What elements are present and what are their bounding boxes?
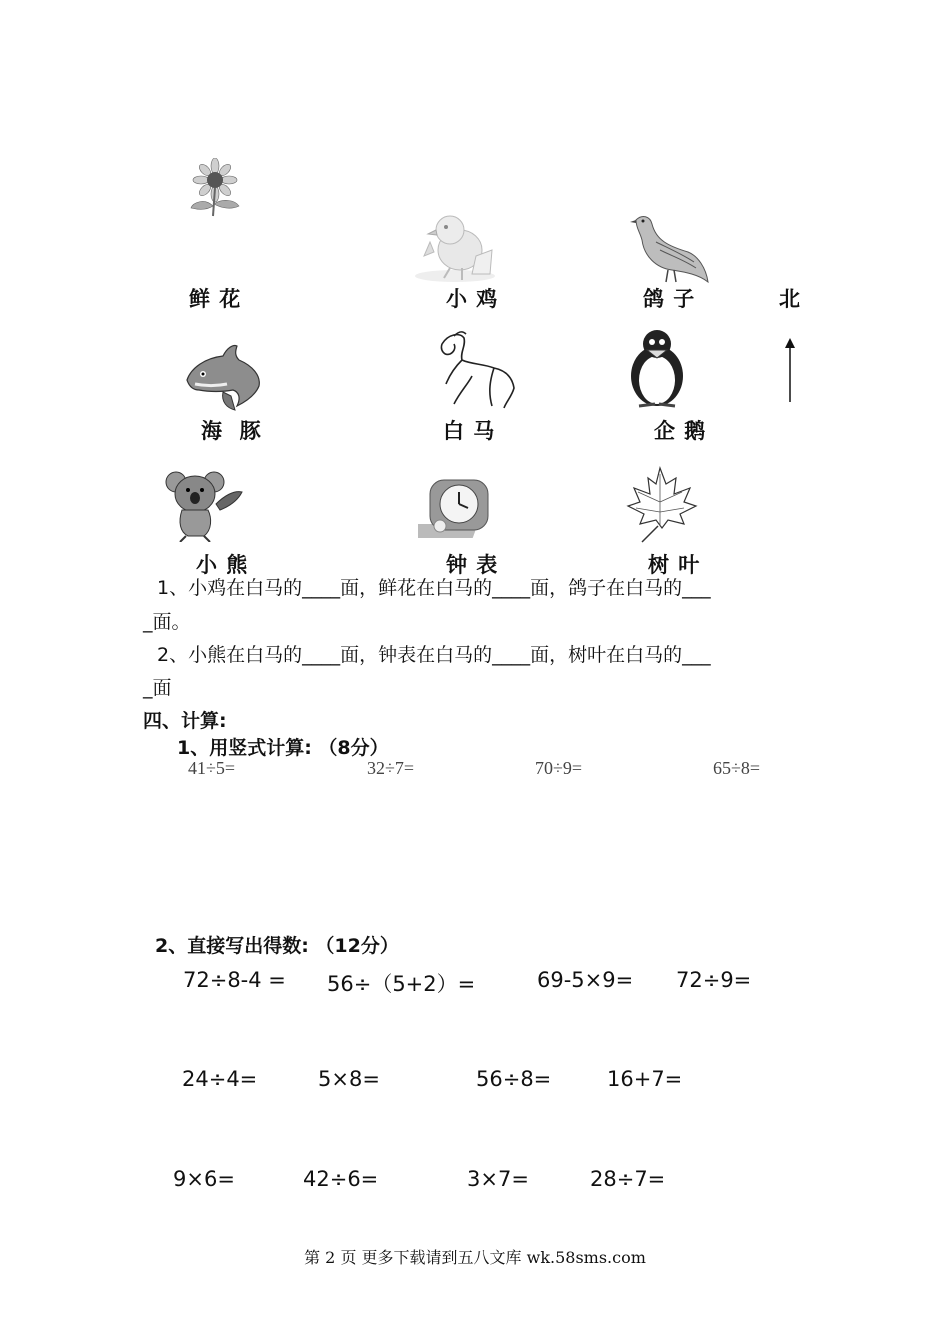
penguin-image [625,328,689,410]
label-leaf: 树 叶 [648,553,701,577]
clock-image [418,474,498,540]
question-2-line-2: _面 [143,677,172,699]
vertical-calc-item: 70÷9= [535,758,583,778]
north-arrow-icon [780,336,800,404]
horse-image [432,330,518,410]
part-2-title: 2、直接写出得数: （12分） [155,935,399,957]
mental-calc-item: 9×6= [173,1167,235,1191]
label-horse: 白 马 [443,419,496,443]
page-footer: 第 2 页 更多下载请到五八文库 wk.58sms.com [304,1248,646,1267]
vertical-calc-item: 41÷5= [188,758,236,778]
question-2-line-1: 2、小熊在白马的____面，钟表在白马的____面，树叶在白马的___ [157,644,711,666]
mental-calc-item: 72÷8-4 = [183,968,286,992]
label-dolphin: 海 豚 [201,419,262,443]
mental-calc-item: 5×8= [318,1067,380,1091]
label-flower: 鲜 花 [189,287,242,311]
section-4-title: 四、计算: [143,710,227,732]
sunflower-image [183,158,247,220]
mental-calc-item: 56÷（5+2）= [327,972,476,996]
maple-leaf-image [622,466,698,544]
mental-calc-item: 56÷8= [476,1067,552,1091]
question-1-line-2: _面。 [143,611,191,633]
label-penguin: 企 鹅 [654,419,707,443]
pigeon-image [628,212,710,286]
mental-calc-item: 24÷4= [182,1067,258,1091]
koala-image [164,470,246,542]
label-chick: 小 鸡 [446,287,499,311]
label-clock: 钟 表 [446,553,499,577]
mental-calc-item: 72÷9= [676,968,752,992]
mental-calc-item: 42÷6= [303,1167,379,1191]
label-koala: 小 熊 [196,553,249,577]
question-1-line-1: 1、小鸡在白马的____面，鲜花在白马的____面，鸽子在白马的___ [157,577,711,599]
vertical-calc-item: 65÷8= [713,758,761,778]
label-pigeon: 鸽 子 [643,287,696,311]
mental-calc-item: 3×7= [467,1167,529,1191]
mental-calc-item: 69-5×9= [537,968,634,992]
mental-calc-item: 28÷7= [590,1167,666,1191]
part-1-title: 1、用竖式计算: （8分） [177,737,389,759]
compass-north-label: 北 [779,287,801,311]
dolphin-image [183,340,265,412]
vertical-calc-item: 32÷7= [367,758,415,778]
mental-calc-item: 16+7= [607,1067,683,1091]
chick-image [410,212,500,284]
